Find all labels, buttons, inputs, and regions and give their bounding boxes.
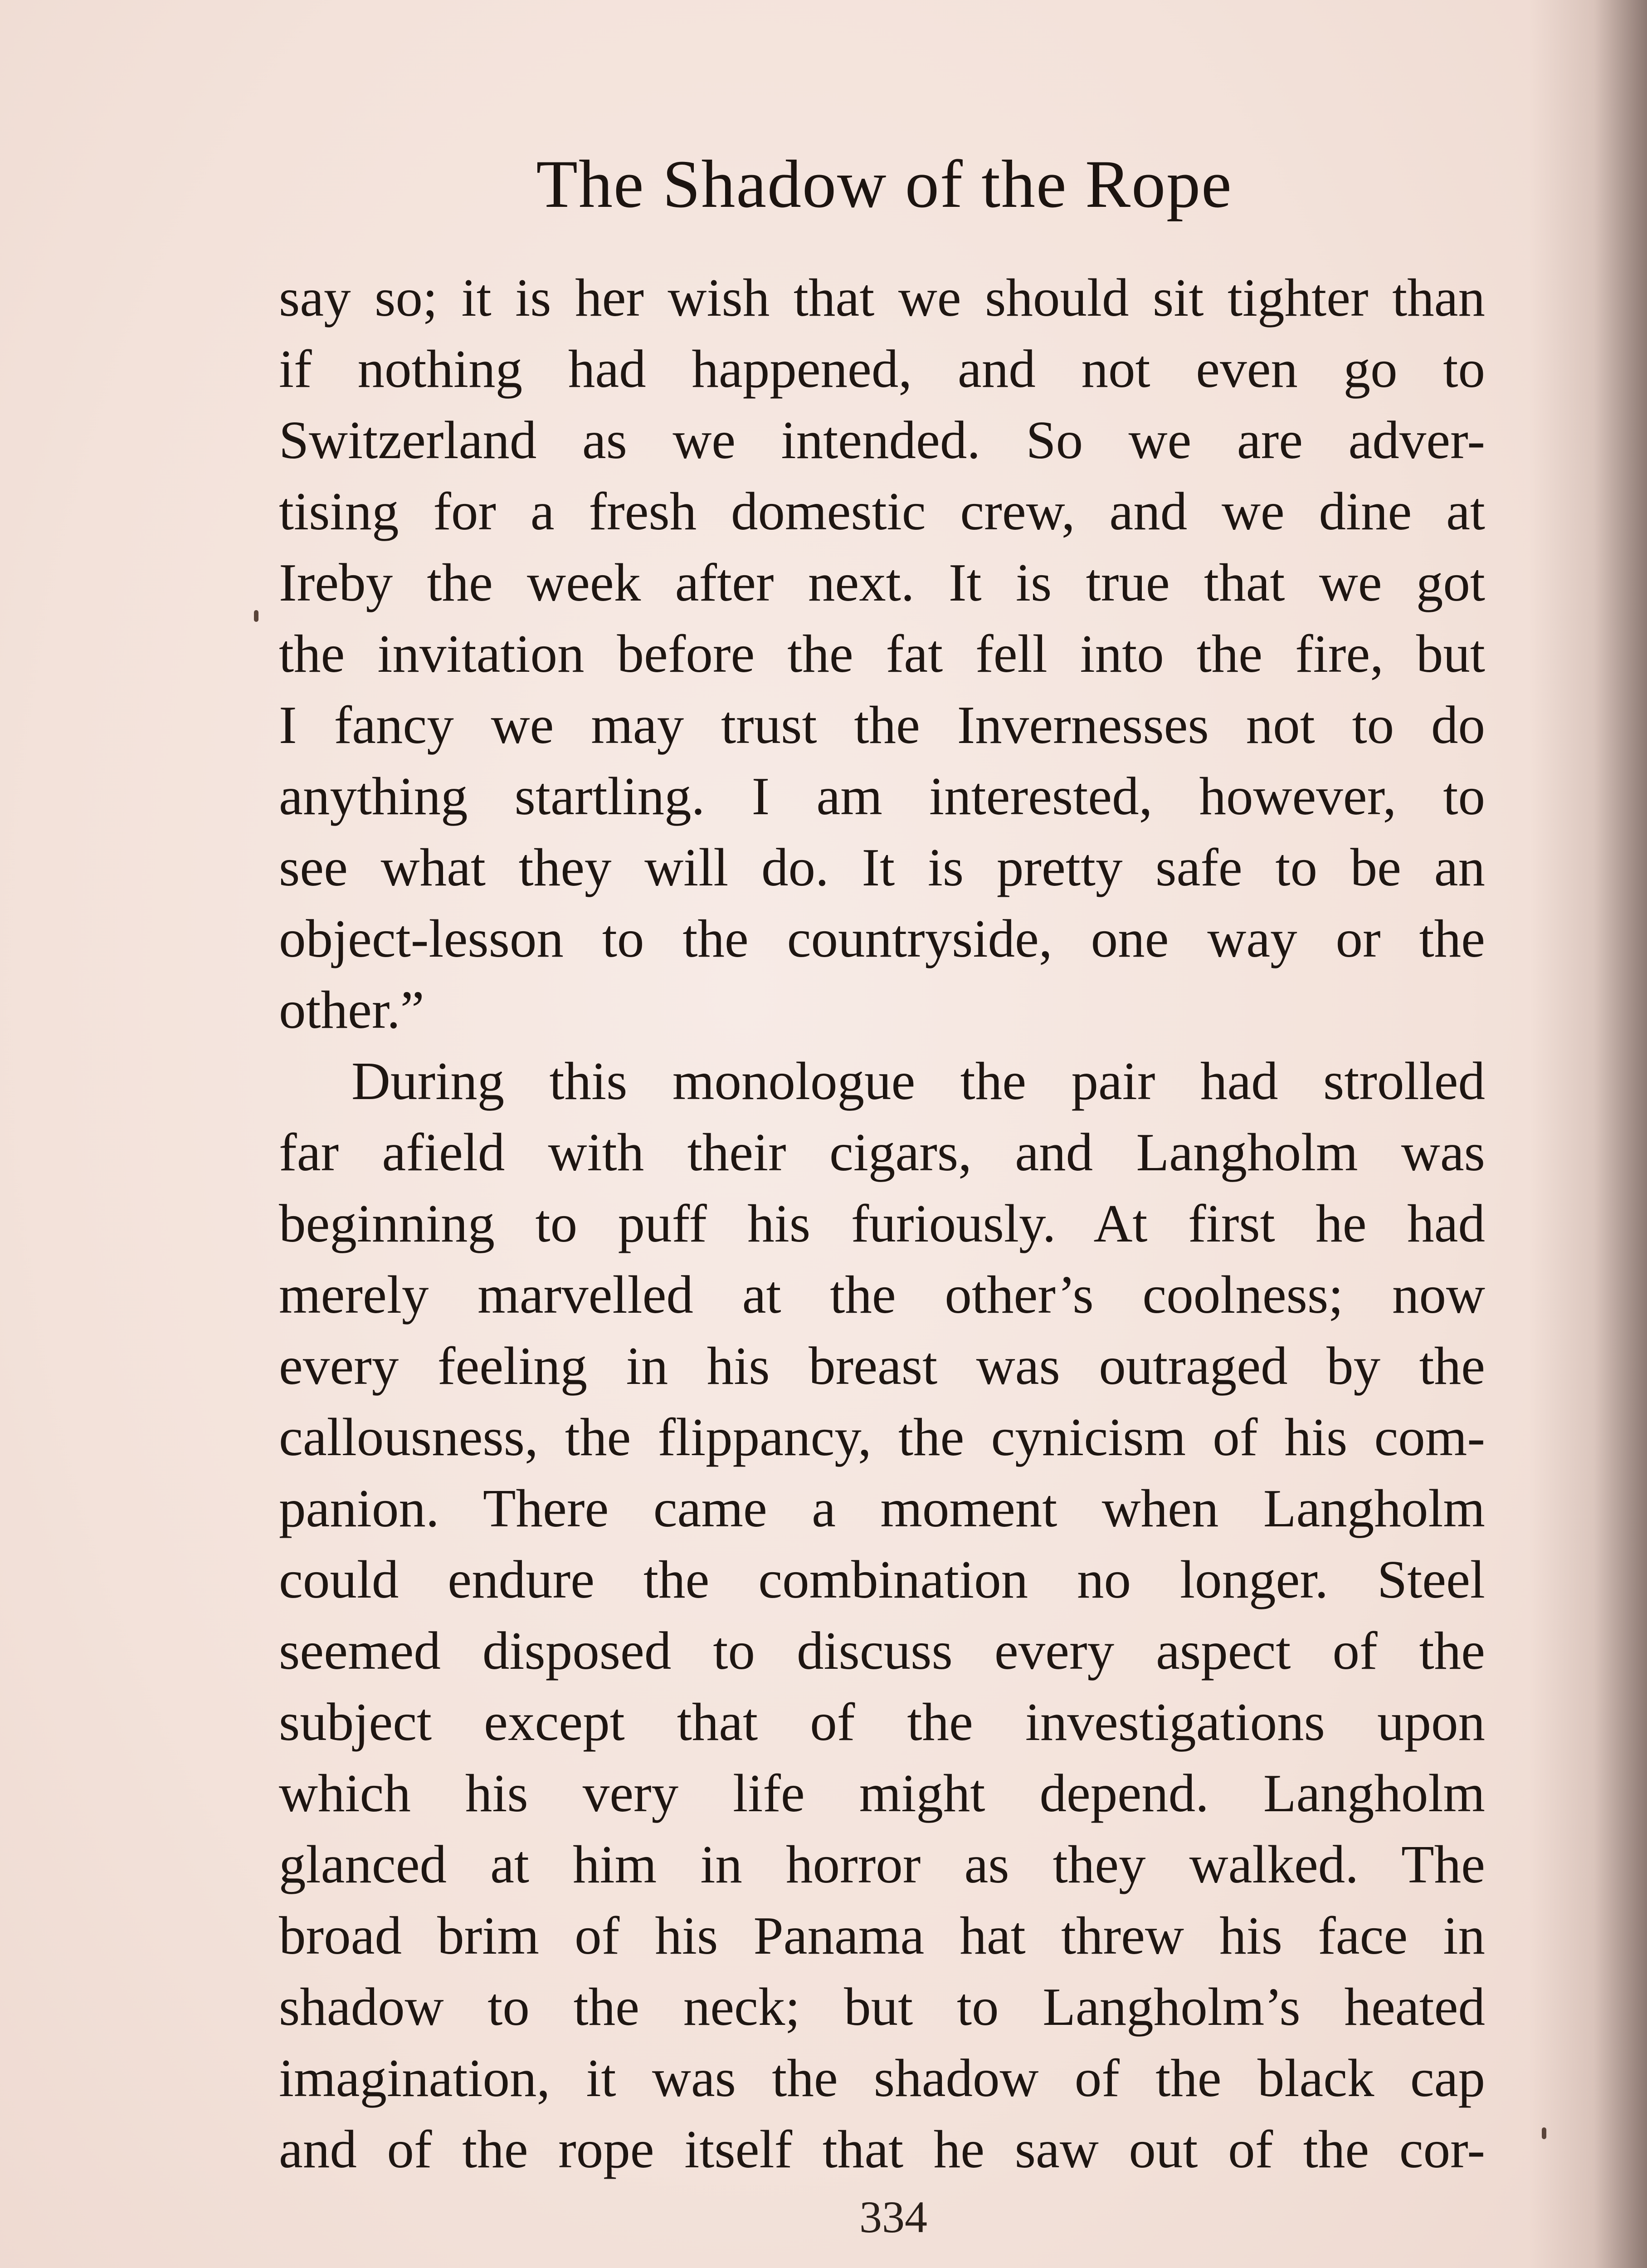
- running-title: The Shadow of the Rope: [536, 147, 1233, 222]
- text-line: say so; it is her wish that we should sit tighter than: [279, 268, 1485, 327]
- text-line: tising for a fresh domestic crew, and we dine at: [279, 481, 1485, 541]
- ink-speck: [1542, 2127, 1546, 2139]
- text-line: every feeling in his breast was outraged by the: [279, 1336, 1485, 1396]
- text-line: shadow to the neck; but to Langholm’s heated: [279, 1977, 1485, 2037]
- text-line: could endure the combination no longer. Steel: [279, 1549, 1485, 1609]
- text-line: merely marvelled at the other’s coolness; now: [279, 1265, 1485, 1325]
- text-line: see what they will do. It is pretty safe to be an: [279, 837, 1485, 897]
- spine-shadow: [1529, 0, 1647, 2268]
- text-line: Ireby the week after next. It is true that we got: [279, 552, 1485, 612]
- text-line: callousness, the flippancy, the cynicism of his com-: [279, 1407, 1485, 1467]
- text-line: panion. There came a moment when Langholm: [279, 1478, 1485, 1538]
- text-line: beginning to puff his furiously. At first he had: [279, 1193, 1485, 1253]
- text-line: imagination, it was the shadow of the black cap: [279, 2048, 1485, 2108]
- text-line: which his very life might depend. Langholm: [279, 1763, 1485, 1823]
- text-line: During this monologue the pair had strolled: [351, 1051, 1485, 1111]
- text-line: anything startling. I am interested, however, to: [279, 766, 1485, 826]
- text-line: if nothing had happened, and not even go to: [279, 339, 1485, 399]
- text-line: seemed disposed to discuss every aspect of the: [279, 1621, 1485, 1681]
- body-text: [279, 262, 1485, 2185]
- text-line: broad brim of his Panama hat threw his face in: [279, 1906, 1485, 1965]
- text-line: far afield with their cigars, and Langholm was: [279, 1122, 1485, 1182]
- text-line: subject except that of the investigations upon: [279, 1692, 1485, 1752]
- ink-speck: [254, 610, 258, 622]
- text-line: and of the rope itself that he saw out of the cor-: [279, 2119, 1485, 2179]
- text-line: Switzerland as we intended. So we are adver-: [279, 410, 1485, 470]
- text-line: I fancy we may trust the Invernesses not to do: [279, 695, 1485, 755]
- text-line: other.”: [279, 980, 424, 1040]
- text-line: object-lesson to the countryside, one way or the: [279, 909, 1485, 968]
- text-line: the invitation before the fat fell into the fire, but: [279, 624, 1485, 684]
- page-number: 334: [859, 2192, 927, 2242]
- text-line: glanced at him in horror as they walked. The: [279, 1834, 1485, 1894]
